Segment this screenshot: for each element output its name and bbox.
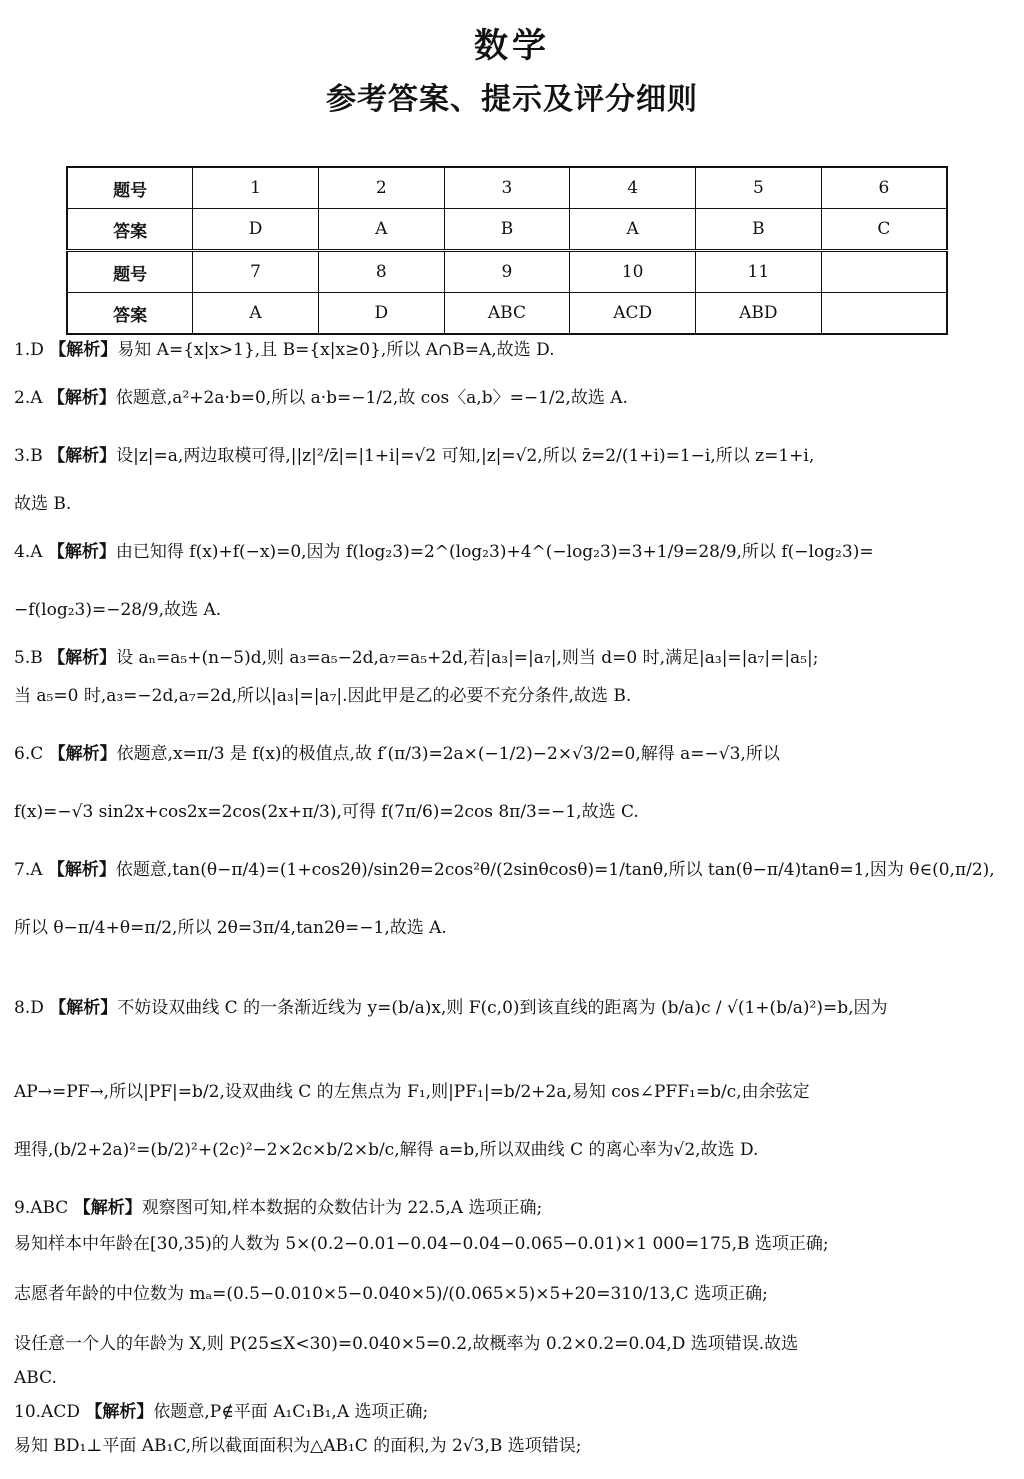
table-cell: 11: [696, 251, 822, 293]
solution-line: [14, 800, 1004, 824]
solution-number: 9.ABC: [14, 1198, 74, 1218]
solution-text: −f(log₂3)=−28/9,故选 A.: [14, 600, 222, 620]
row-label-answer: 答案: [67, 209, 193, 251]
table-cell: 4: [570, 167, 696, 209]
analysis-tag: 【解析】: [85, 1402, 154, 1422]
solution-line: [14, 386, 1004, 410]
solution-line: [14, 1366, 1004, 1390]
table-row-numbers-1: [67, 167, 947, 209]
solution-line: [14, 444, 1004, 468]
table-cell: 8: [318, 251, 444, 293]
solution-text: 易知 A={x|x>1},且 B={x|x≥0},所以 A∩B=A,故选 D.: [117, 340, 555, 360]
solution-line: [14, 1138, 1004, 1162]
solution-line: [14, 1282, 1004, 1306]
solution-line: [14, 1080, 1004, 1104]
solution-text: 设任意一个人的年龄为 X,则 P(25≤X<30)=0.040×5=0.2,故概率为 0.2×0.2=0.04,D 选项错误.故选: [14, 1334, 799, 1354]
solutions-body: [14, 338, 1004, 1458]
table-cell: A: [318, 209, 444, 251]
solution-line: [14, 684, 1004, 708]
solution-text: f(x)=−√3 sin2x+cos2x=2cos(2x+π/3),可得 f(7π/6)=2cos 8π/3=−1,故选 C.: [14, 802, 639, 822]
solution-line: [14, 646, 1004, 670]
solution-line: [14, 1400, 1004, 1424]
solution-text: 设|z|=a,两边取模可得,||z|²/z̄|=|1+i|=√2 可知,|z|=√2,所以 z̄=2/(1+i)=1−i,所以 z=1+i,: [116, 446, 815, 466]
solution-text: 志愿者年龄的中位数为 mₐ=(0.5−0.010×5−0.040×5)/(0.065×5)×5+20=310/13,C 选项正确;: [14, 1284, 768, 1304]
solution-number: 4.A: [14, 542, 48, 562]
solution-line: [14, 858, 1004, 882]
solution-text: 依题意,x=π/3 是 f(x)的极值点,故 f′(π/3)=2a×(−1/2)−2×√3/2=0,解得 a=−√3,所以: [116, 744, 780, 764]
table-cell: [821, 251, 947, 293]
solution-text: 依题意,a²+2a·b=0,所以 a·b=−1/2,故 cos〈a,b〉=−1/2,故选 A.: [115, 388, 628, 408]
solution-line: [14, 1332, 1004, 1356]
table-cell: B: [444, 209, 570, 251]
analysis-tag: 【解析】: [47, 388, 116, 408]
table-row-numbers-2: [67, 251, 947, 293]
solution-line: [14, 540, 1004, 564]
table-cell: ABC: [444, 293, 570, 335]
solution-text: 理得,(b/2+2a)²=(b/2)²+(2c)²−2×2c×b/2×b/c,解得 a=b,所以双曲线 C 的离心率为√2,故选 D.: [14, 1140, 759, 1160]
solution-line: [14, 742, 1004, 766]
solution-text: AP→=PF→,所以|PF|=b/2,设双曲线 C 的左焦点为 F₁,则|PF₁|=b/2+2a,易知 cos∠PFF₁=b/c,由余弦定: [14, 1082, 810, 1102]
answer-table: [66, 166, 948, 335]
analysis-tag: 【解析】: [48, 648, 117, 668]
page-subtitle: 参考答案、提示及评分细则: [326, 82, 698, 117]
table-cell: C: [821, 209, 947, 251]
row-label-question: 题号: [67, 167, 193, 209]
solution-line: [14, 492, 1004, 516]
table-cell: 7: [193, 251, 319, 293]
table-cell: 2: [318, 167, 444, 209]
analysis-tag: 【解析】: [49, 998, 118, 1018]
analysis-tag: 【解析】: [73, 1198, 142, 1218]
solution-text: 依题意,tan(θ−π/4)=(1+cos2θ)/sin2θ=2cos²θ/(2sinθcosθ)=1/tanθ,所以 tan(θ−π/4)tanθ=1,因为 θ∈(0,π/2),: [115, 860, 995, 880]
solution-number: 2.A: [14, 388, 48, 408]
solution-number: 1.D: [14, 340, 50, 360]
solution-line: [14, 1232, 1004, 1256]
analysis-tag: 【解析】: [47, 860, 116, 880]
solution-text: 不妨设双曲线 C 的一条渐近线为 y=(b/a)x,则 F(c,0)到该直线的距离为 (b/a)c / √(1+(b/a)²)=b,因为: [117, 998, 888, 1018]
row-label-question: 题号: [67, 251, 193, 293]
solution-text: ABC.: [14, 1368, 57, 1388]
analysis-tag: 【解析】: [47, 542, 116, 562]
page-title: 数学: [474, 26, 550, 66]
analysis-tag: 【解析】: [48, 744, 117, 764]
table-cell: A: [193, 293, 319, 335]
solution-line: [14, 1196, 1004, 1220]
table-cell: D: [318, 293, 444, 335]
solution-line: [14, 916, 1004, 940]
table-row-answers-2: [67, 293, 947, 335]
analysis-tag: 【解析】: [49, 340, 118, 360]
solution-text: 观察图可知,样本数据的众数估计为 22.5,A 选项正确;: [141, 1198, 543, 1218]
table-cell: B: [696, 209, 822, 251]
solution-text: 依题意,P∉平面 A₁C₁B₁,A 选项正确;: [153, 1402, 429, 1422]
solution-line: [14, 996, 1004, 1020]
solution-text: 设 aₙ=a₅+(n−5)d,则 a₃=a₅−2d,a₇=a₅+2d,若|a₃|=|a₇|,则当 d=0 时,满足|a₃|=|a₇|=|a₅|;: [116, 648, 819, 668]
solution-text: 由已知得 f(x)+f(−x)=0,因为 f(log₂3)=2^(log₂3)+4^(−log₂3)=3+1/9=28/9,所以 f(−log₂3)=: [115, 542, 874, 562]
solution-number: 3.B: [14, 446, 49, 466]
table-cell: [821, 293, 947, 335]
table-cell: ACD: [570, 293, 696, 335]
table-cell: A: [570, 209, 696, 251]
row-label-answer: 答案: [67, 293, 193, 335]
solution-text: 易知样本中年龄在[30,35)的人数为 5×(0.2−0.01−0.04−0.04−0.065−0.01)×1 000=175,B 选项正确;: [14, 1234, 829, 1254]
table-row-answers-1: [67, 209, 947, 251]
solution-text: 故选 B.: [14, 494, 72, 514]
table-cell: 3: [444, 167, 570, 209]
solution-line: [14, 598, 1004, 622]
table-cell: 10: [570, 251, 696, 293]
solution-number: 7.A: [14, 860, 48, 880]
analysis-tag: 【解析】: [48, 446, 117, 466]
table-cell: 9: [444, 251, 570, 293]
table-cell: 6: [821, 167, 947, 209]
table-cell: D: [193, 209, 319, 251]
solution-number: 5.B: [14, 648, 49, 668]
table-cell: ABD: [696, 293, 822, 335]
solution-number: 10.ACD: [14, 1402, 86, 1422]
solution-number: 8.D: [14, 998, 50, 1018]
solution-text: 易知 BD₁⊥平面 AB₁C,所以截面面积为△AB₁C 的面积,为 2√3,B 选项错误;: [14, 1436, 582, 1456]
table-cell: 1: [193, 167, 319, 209]
solution-text: 当 a₅=0 时,a₃=−2d,a₇=2d,所以|a₃|=|a₇|.因此甲是乙的必要不充分条件,故选 B.: [14, 686, 632, 706]
solution-line: [14, 1434, 1004, 1458]
solution-number: 6.C: [14, 744, 49, 764]
solution-text: 所以 θ−π/4+θ=π/2,所以 2θ=3π/4,tan2θ=−1,故选 A.: [14, 918, 447, 938]
solution-line: [14, 338, 1004, 362]
table-cell: 5: [696, 167, 822, 209]
